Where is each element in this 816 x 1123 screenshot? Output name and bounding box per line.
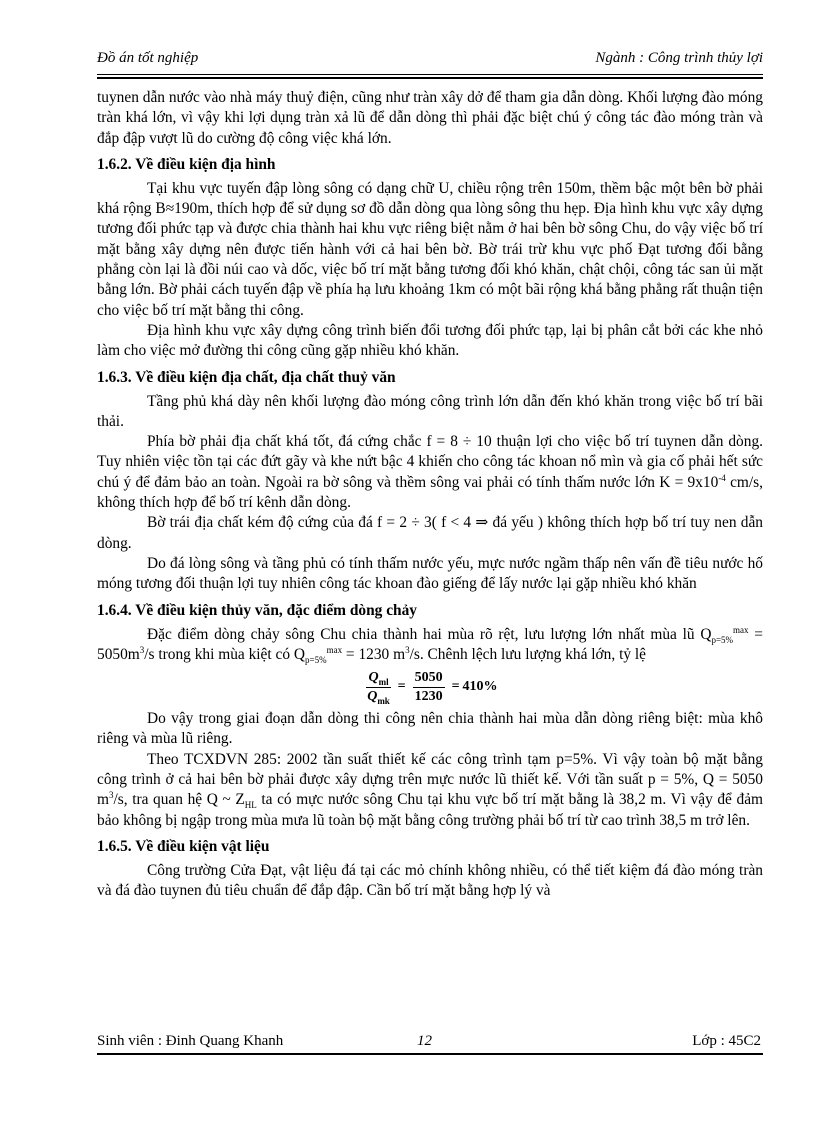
geology-paragraph-1: Tầng phủ khá dày nên khối lượng đào móng công trình lớn dẫn đến khó khăn trong việc bố trí bãi thải. xyxy=(97,392,763,430)
footer-class: Lớp : 45C2 xyxy=(692,1033,761,1049)
terrain-paragraph-1: Tại khu vực tuyến đập lòng sông có dạng chữ U, chiều rộng trên 150m, thềm bậc một bên bờ phải khá rộng B≈190m, thích hợp để sử dụng sơ đồ dẫn dòng qua lòng sông thu hẹp. Địa hình khu vực xây dựng tương đối phức tạp và được chia thành hai khu vực riêng biệt nằm ở hai bên bờ sông Chu, do vậy việc bố trí mặt bằng xây dựng nên được tiến hành với cả hai bên bờ. Bờ trái trừ khu vực phố Đạt tương đối bằng phẳng còn lại là đồi núi cao và dốc, việc bố trí mặt bằng tương đối khó khăn, chật chội, công tác san ủi mặt bằng lớn. Bờ phải cách tuyến đập về phía hạ lưu khoảng 1km có một bãi rộng khá bằng phẳng rất thuận tiện cho việc bố trí mặt bằng thi công. xyxy=(97,179,763,319)
footer-page-number: 12 xyxy=(417,1033,432,1049)
numeric-fraction: $\frac{5050}{1230}$ xyxy=(414,670,443,705)
section-1-6-4-heading: 1.6.4. Về điều kiện thủy văn, đặc điểm dòng chảy xyxy=(97,601,417,619)
geology-paragraph-2: Phía bờ phải địa chất khá tốt, đá cứng chắc f = 8 ÷ 10 thuận lợi cho việc bố trí tuynen dẫn dòng. Tuy nhiên việc tồn tại các đứt gãy và khe nứt bậc 4 khiến cho công tác khoan nổ mìn và gia cố phải hết sức chú ý để đảm bảo an toàn. Ngoài ra bờ sông và thềm sông vai phải có tính thấm nước lớn $K = 9x10^{-4}$ cm/s, không thích hợp để bố trí kênh dẫn dòng. xyxy=(97,433,763,512)
header-major: Ngành : Công trình thủy lợi xyxy=(595,50,763,66)
hydrology-paragraph-2: Do vậy trong giai đoạn dẫn dòng thi công nên chia thành hai mùa dẫn dòng riêng biệt: mùa khô riêng và mùa lũ riêng. xyxy=(97,710,763,748)
page-header xyxy=(97,50,763,72)
geology-paragraph-4: Do đá lòng sông và tầng phủ có tính thấm nước yếu, mực nước ngầm thấp nên vấn đề tiêu nước hố móng tương đối thuận lợi tuy nhiên công tác khoan đào giếng để lấy nước lại gặp nhiều khó khăn xyxy=(97,554,763,593)
header-rule xyxy=(97,74,763,75)
footer-rule xyxy=(97,1053,763,1055)
terrain-paragraph-2: Địa hình khu vực xây dựng công trình biến đổi tương đối phức tạp, lại bị phân cắt bởi các khe nhỏ làm cho việc mở đường thi công cũng gặp nhiều khó khăn. xyxy=(97,321,763,360)
header-doc-title: Đồ án tốt nghiệp xyxy=(97,50,199,66)
page-footer xyxy=(97,1033,763,1053)
flow-ratio-formula: $\frac{Q_{ml}}{Q_{mk}}$ = $\frac{5050}{1230}$ = 410% xyxy=(367,670,498,706)
materials-paragraph-1: Công trường Cửa Đạt, vật liệu đá tại các mỏ chính không nhiều, có thể tiết kiệm đá đào móng tràn và đá đào tuynen đủ tiêu chuẩn để đắp đập. Cần bố trí mặt bằng hợp lý và xyxy=(97,861,763,900)
formula-result: 410% xyxy=(462,679,498,695)
hydrology-paragraph-3: Theo TCXDVN 285: 2002 tần suất thiết kế các công trình tạm p=5%. Vì vậy toàn bộ mặt bằng công trình ở cả hai bên bờ phải được xây dựng trên mực nước lũ thiết kế. Với tần suất p = 5%, Q = 5050 $m^3/s$, tra quan hệ Q ~ $Z_{HL}$ ta có mực nước sông Chu tại khu vực bố trí mặt bằng là 38,2 m. Vì vậy để đảm bảo không bị ngập trong mùa mưa lũ toàn bộ mặt bằng công trường phải bố trí từ cao trình 38,5 m trở lên. xyxy=(97,750,763,829)
footer-student: Sinh viên : Đinh Quang Khanh xyxy=(97,1033,284,1049)
intro-paragraph: tuynen dẫn nước vào nhà máy thuỷ điện, cũng như tràn xây dở để tham gia dẫn dòng. Khối lượng đào móng tràn khá lớn, vì vậy khi lợi dụng tràn xả lũ để dẫn dòng thì phải đặc biệt chú ý công tác đào móng tràn và đắp đập vượt lũ do cường độ công việc khá lớn. xyxy=(97,89,763,147)
page-body xyxy=(97,88,763,902)
hydrology-paragraph-1: Đặc điểm dòng chảy sông Chu chia thành hai mùa rõ rệt, lưu lượng lớn nhất mùa lũ $Q_{p=5\%}^{max} = 5050m^3/s$ trong khi mùa kiệt có $Q_{p=5\%}^{max} = 1230$ $m^3/s$. Chênh lệch lưu lượng khá lớn, tỷ lệ xyxy=(97,624,763,665)
section-1-6-5-heading: 1.6.5. Về điều kiện vật liệu xyxy=(97,837,270,855)
section-1-6-3-heading: 1.6.3. Về điều kiện địa chất, địa chất thuỷ văn xyxy=(97,368,396,386)
header-rule-thick xyxy=(97,77,763,79)
symbolic-fraction: $\frac{Q_{ml}}{Q_{mk}}$ xyxy=(367,670,390,706)
geology-paragraph-3: Bờ trái địa chất kém độ cứng của đá f = 2 ÷ 3( f < 4 ⇒ đá yếu ) không thích hợp bố trí tuy nen dẫn dòng. xyxy=(97,514,763,552)
section-1-6-2-heading: 1.6.2. Về điều kiện địa hình xyxy=(97,155,276,173)
